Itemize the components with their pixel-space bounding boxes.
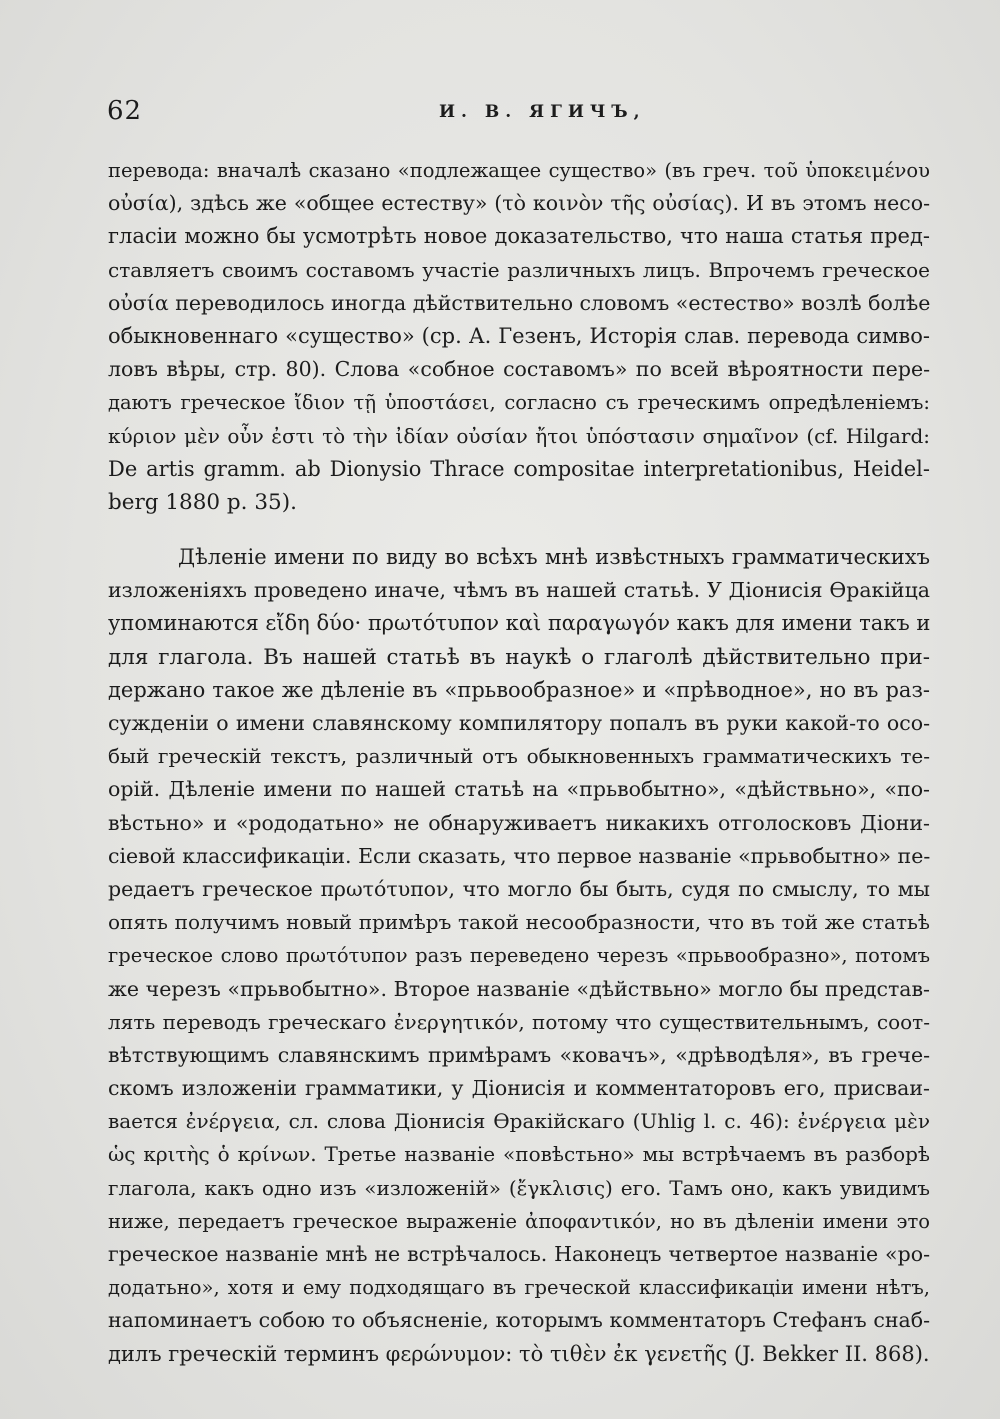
text-line: Дѣленіе имени по виду во всѣхъ мнѣ извѣстныхъ грамматическихъ: [178, 545, 930, 570]
text-line: опять получимъ новый примѣръ такой несообразности, что въ той же статьѣ: [108, 910, 930, 935]
text-line: изложеніяхъ проведено иначе, чѣмъ въ нашей статьѣ. У Діонисія Ѳракійца: [108, 578, 930, 603]
text-line: греческое названіе мнѣ не встрѣчалось. Наконецъ четвертое названіе «ро-: [108, 1242, 930, 1266]
text-line: вѣстьно» и «рододатьно» не обнаруживаетъ никакихъ отголосковъ Діони-: [108, 810, 930, 835]
text-line: οὐσία), здѣсь же «общее естеству» (τὸ κοινὸν τῆς οὐσίας). И въ этомъ несо-: [108, 191, 930, 216]
text-line: перевода: вначалѣ сказано «подлежащее существо» (въ греч. τοῦ ὑποκειμένου: [108, 159, 930, 182]
text-line: редаетъ греческое πρωτότυπον, что могло бы быть, судя по смыслу, то мы: [108, 876, 930, 901]
paragraph: [108, 541, 930, 1371]
text-line: вается ἐνέργεια, сл. слова Діонисія Ѳракійскаго (Uhlig l. c. 46): ἐνέργεια μὲν: [108, 1109, 930, 1134]
text-line: глагола, какъ одно изъ «изложеній» (ἔγκλισις) его. Тамъ оно, какъ увидимъ: [108, 1175, 930, 1200]
text-line: κύριον μὲν οὖν ἐστι τὸ τὴν ἰδίαν οὐσίαν ἤτοι ὑπόστασιν σημαῖνον (cf. Hilgard:: [108, 423, 930, 448]
text-line: сужденіи о имени славянскому компилятору попалъ въ руки какой-то осо-: [108, 711, 930, 735]
running-head: И. В. ЯГИЧЪ,: [439, 102, 646, 122]
page-header: [107, 96, 927, 136]
text-line: греческое слово πρωτότυπον разъ переведено черезъ «прьвообразно», потомъ: [108, 944, 930, 968]
text-line: гласіи можно бы усмотрѣть новое доказательство, что наша статья пред-: [108, 224, 930, 249]
text-line: вѣтствующимъ славянскимъ примѣрамъ «ковачъ», «дрѣводѣля», въ грече-: [108, 1042, 930, 1067]
text-line: ὡς κριτὴς ὁ κρίνων. Третье названіе «повѣстьно» мы встрѣчаемъ въ разборѣ: [108, 1142, 930, 1167]
text-line: же черезъ «прьвобытно». Второе названіе «дѣйствьно» могло бы представ-: [108, 976, 930, 1001]
text-line: сіевой классификаціи. Если сказать, что первое названіе «прьвобытно» пе-: [108, 843, 930, 868]
body-text: [108, 154, 930, 1371]
text-line: бый греческій текстъ, различный отъ обыкновенныхъ грамматическихъ те-: [108, 744, 930, 769]
text-line: даютъ греческое ἴδιον τῇ ὑποστάσει, согласно съ греческимъ опредѣленіемъ:: [108, 391, 930, 415]
text-line: упоминаются εἴδη δύο· πρωτότυπον καὶ παραγωγόν какъ для имени такъ и: [108, 611, 930, 636]
text-line: ловъ вѣры, стр. 80). Слова «собное составомъ» по всей вѣроятности пере-: [108, 357, 930, 382]
text-line: ниже, передаетъ греческое выраженіе ἀποφαντικόν, но въ дѣленіи имени это: [108, 1209, 930, 1233]
text-line: обыкновеннаго «существо» (ср. А. Гезенъ, Исторія слав. перевода симво-: [108, 323, 930, 348]
text-line: berg 1880 p. 35).: [108, 489, 297, 515]
text-line: держано такое же дѣленіе въ «прьвообразное» и «прѣводное», но въ раз-: [108, 677, 930, 702]
text-line: для глагола. Въ нашей статьѣ въ наукѣ о глаголѣ дѣйствительно при-: [108, 644, 930, 670]
text-line: додатьно», хотя и ему подходящаго въ греческой классификаціи имени нѣтъ,: [108, 1276, 930, 1300]
text-line: напоминаетъ собою то объясненіе, которымъ комментаторъ Стефанъ снаб-: [108, 1308, 930, 1333]
text-line: De artis gramm. ab Dionysio Thrace compositae interpretationibus, Heidel-: [108, 456, 930, 481]
text-line: дилъ греческій терминъ φερώνυμον: τὸ τιθὲν ἐκ γενετῆς (J. Bekker II. 868).: [108, 1341, 930, 1366]
text-line: лять переводъ греческаго ἐνεργητικόν, потому что существительнымъ, соот-: [108, 1009, 930, 1034]
text-line: орій. Дѣленіе имени по нашей статьѣ на «прьвобытно», «дѣйствьно», «по-: [108, 777, 930, 802]
text-line: οὐσία переводилось иногда дѣйствительно словомъ «естество» возлѣ болѣе: [108, 290, 930, 315]
text-line: ставляетъ своимъ составомъ участіе различныхъ лицъ. Впрочемъ греческое: [108, 257, 930, 282]
paragraph: [108, 154, 930, 519]
text-line: скомъ изложеніи грамматики, у Діонисія и комментаторовъ его, присваи-: [108, 1076, 930, 1101]
page-number: 62: [107, 96, 143, 126]
